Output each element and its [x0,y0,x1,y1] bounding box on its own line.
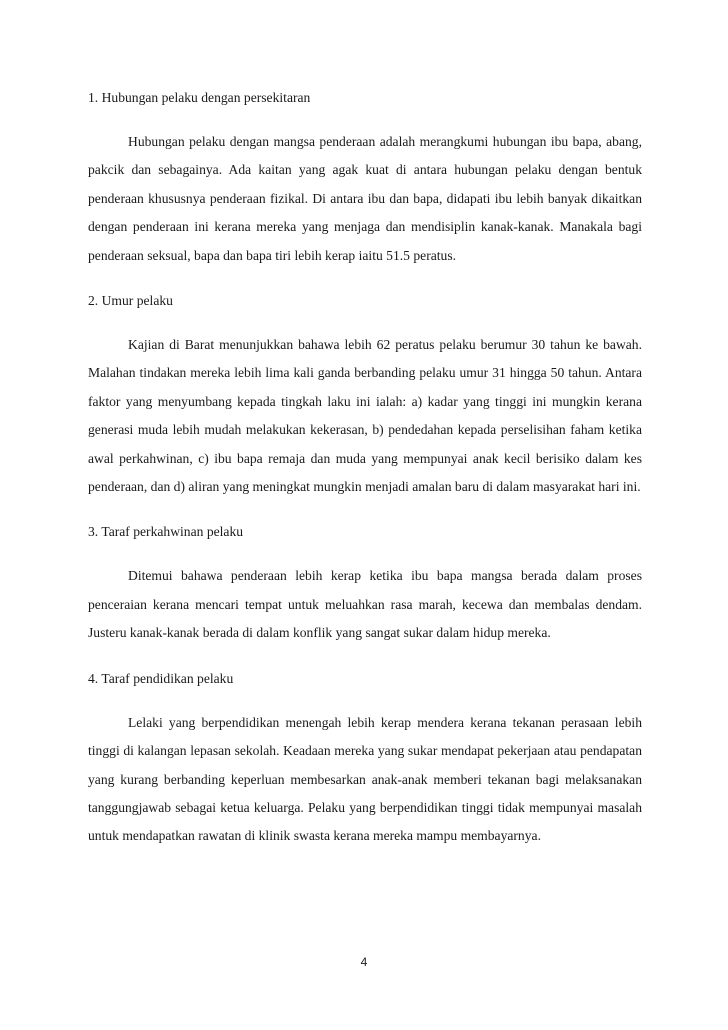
section-heading: 2. Umur pelaku [88,293,173,309]
section-paragraph: Lelaki yang berpendidikan menengah lebih kerap mendera kerana tekanan perasaan lebih tinggi di kalangan lepasan sekolah. Keadaan mereka yang sukar mendapat pekerjaan atau pendapatan yang kurang berbanding keperluan membesarkan anak-anak memberi tekanan bagi melaksanakan tanggungjawab sebagai ketua keluarga. Pelaku yang berpendidikan tinggi tidak mempunyai masalah untuk mendapatkan rawatan di klinik swasta kerana mereka mampu membayarnya. [88,714,642,844]
section-umur-pelaku [88,291,642,501]
section-hubungan-pelaku [88,88,642,270]
section-paragraph: Ditemui bahawa penderaan lebih kerap ketika ibu bapa mangsa berada dalam proses penceraian kerana mencari tempat untuk meluahkan rasa marah, kecewa dan membalas dendam. Justeru kanak-kanak berada di dalam konflik yang sangat sukar dalam hidup mereka. [88,568,642,641]
section-taraf-perkahwinan [88,522,642,647]
section-heading: 4. Taraf pendidikan pelaku [88,670,234,686]
section-heading: 1. Hubungan pelaku dengan persekitaran [88,90,311,105]
section-paragraph: Kajian di Barat menunjukkan bahawa lebih 62 peratus pelaku berumur 30 tahun ke bawah. Malahan tindakan mereka lebih lima kali ganda berbanding pelaku umur 31 hingga 50 tahun. Antara faktor yang menyumbang kepada tingkah laku ini ialah: a) kadar yang tinggi ini mungkin kerana generasi muda lebih mudah melakukan kekerasan, b) pendedahan kepada perselisihan faham ketika awal perkahwinan, c) ibu bapa remaja dan muda yang mempunyai anak kecil berisiko dalam kes penderaan, dan d) aliran yang meningkat mungkin menjadi amalan baru di dalam masyarakat hari ini. [88,337,642,495]
document-page [88,88,642,872]
page-number: 4 [360,955,368,969]
section-paragraph: Hubungan pelaku dengan mangsa penderaan adalah merangkumi hubungan ibu bapa, abang, pakcik dan sebagainya. Ada kaitan yang agak kuat di antara hubungan pelaku dengan bentuk penderaan khususnya penderaan fizikal. Di antara ibu dan bapa, didapati ibu lebih banyak dikaitkan dengan penderaan ini kerana mereka yang menjaga dan mendisiplin kanak-kanak. Manakala bagi penderaan seksual, bapa dan bapa tiri lebih kerap iaitu 51.5 peratus. [88,134,642,263]
section-taraf-pendidikan [88,669,642,851]
section-heading: 3. Taraf perkahwinan pelaku [88,524,244,540]
